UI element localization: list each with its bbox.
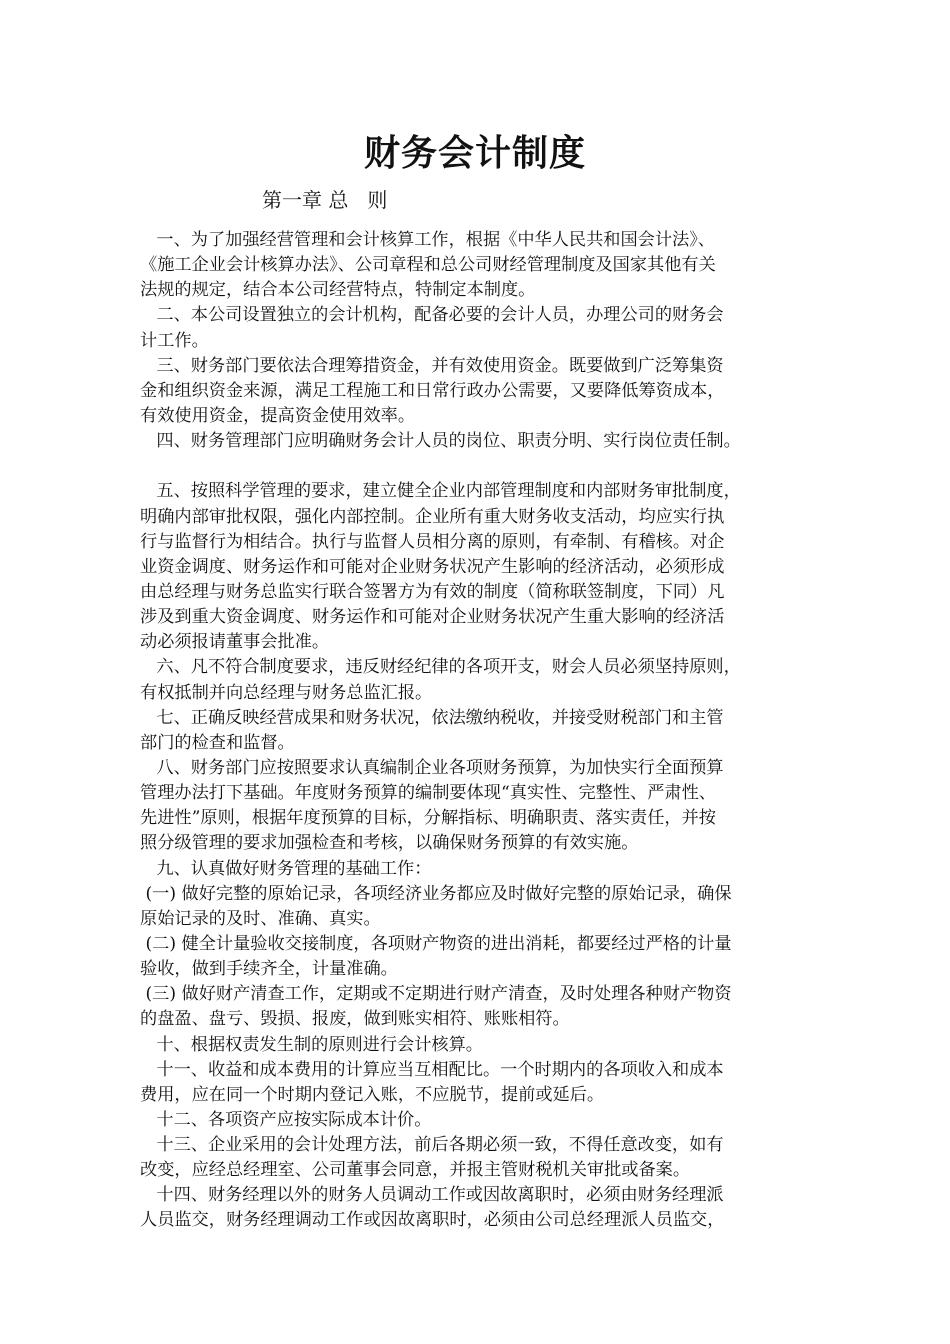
paragraph-line: 二、本公司设置独立的会计机构，配备必要的会计人员，办理公司的财务会: [140, 305, 724, 326]
paragraph-line: 《施工企业会计核算办法》、公司章程和总公司财经管理制度及国家其他有关: [140, 255, 716, 276]
paragraph-line: (一) 做好完整的原始记录，各项经济业务都应及时做好完整的原始记录，确保: [140, 883, 732, 904]
paragraph-line: 涉及到重大资金调度、财务运作和可能对企业财务状况产生重大影响的经济活: [140, 607, 725, 628]
paragraph-line: (三) 做好财产清查工作，定期或不定期进行财产清查，及时处理各种财产物资: [140, 984, 732, 1005]
paragraph-line: (二) 健全计量验收交接制度，各项财产物资的进出消耗，都要经过严格的计量: [140, 933, 732, 954]
paragraph-line: 十一、收益和成本费用的计算应当互相配比。一个时期内的各项收入和成本: [140, 1059, 724, 1080]
paragraph-line: 管理办法打下基础。年度财务预算的编制要体现“真实性、完整性、严肃性、: [140, 783, 716, 804]
paragraph-line: 业资金调度、财务运作和可能对企业财务状况产生影响的经济活动，必须形成: [140, 556, 725, 577]
paragraph-line: 有权抵制并向总经理与财务总监汇报。: [140, 682, 433, 703]
blank-line: [140, 454, 830, 479]
paragraph-line: 四、财务管理部门应明确财务会计人员的岗位、职责分明、实行岗位责任制。: [140, 431, 741, 452]
paragraph-line: 行与监督行为相结合。执行与监督人员相分离的原则，有牵制、有稽核。对企: [140, 531, 725, 552]
paragraph-line: 法规的规定，结合本公司经营特点，特制定本制度。: [140, 280, 536, 301]
paragraph-line: 金和组织资金来源，满足工程施工和日常行政办公需要，又要降低筹资成本，: [140, 380, 725, 401]
paragraph-line: 十四、财务经理以外的财务人员调动工作或因故离职时，必须由财务经理派: [140, 1185, 724, 1206]
paragraph-line: 七、正确反映经营成果和财务状况，依法缴纳税收，并接受财税部门和主管: [140, 707, 724, 728]
paragraph-line: 费用，应在同一个时期内登记入账，不应脱节，提前或延后。: [140, 1084, 605, 1105]
paragraph-line: 的盘盈、盘亏、毁损、报废，做到账实相符、账账相符。: [140, 1009, 570, 1030]
document-body: [140, 228, 830, 1234]
paragraph-line: 由总经理与财务总监实行联合签署方为有效的制度（简称联签制度，下同）凡: [140, 581, 725, 602]
paragraph-line: 计工作。: [140, 330, 209, 351]
paragraph-line: 先进性”原则，根据年度预算的目标，分解指标、明确职责、落实责任，并按: [140, 808, 716, 829]
paragraph-line: 明确内部审批权限，强化内部控制。企业所有重大财务收支活动，均应实行执: [140, 506, 725, 527]
paragraph-line: 一、为了加强经营管理和会计核算工作，根据《中华人民共和国会计法》、: [140, 230, 715, 250]
paragraph-line: 六、凡不符合制度要求，违反财经纪律的各项开支，财会人员必须坚持原则，: [140, 657, 741, 678]
paragraph-line: 十三、企业采用的会计处理方法，前后各期必须一致，不得任意改变，如有: [140, 1135, 724, 1156]
paragraph-line: 动必须报请董事会批准。: [140, 632, 330, 653]
paragraph-line: 十、根据权责发生制的原则进行会计核算。: [140, 1034, 483, 1055]
paragraph-line: 验收，做到手续齐全，计量准确。: [140, 959, 398, 980]
paragraph-line: 八、财务部门应按照要求认真编制企业各项财务预算，为加快实行全面预算: [140, 757, 724, 778]
paragraph-line: 九、认真做好财务管理的基础工作：: [140, 858, 432, 879]
paragraph-line: 人员监交，财务经理调动工作或因故离职时，必须由公司总经理派人员监交，: [140, 1210, 725, 1231]
chapter-heading: 第一章 总 则: [262, 188, 388, 212]
paragraph-line: 原始记录的及时、准确、真实。: [140, 908, 381, 929]
paragraph-line: 照分级管理的要求加强检查和考核，以确保财务预算的有效实施。: [140, 833, 639, 854]
document-title: 财务会计制度: [363, 133, 586, 174]
paragraph-line: 五、按照科学管理的要求，建立健全企业内部管理制度和内部财务审批制度，: [140, 481, 741, 502]
paragraph-line: 有效使用资金，提高资金使用效率。: [140, 405, 416, 426]
paragraph-line: 十二、各项资产应按实际成本计价。: [140, 1109, 432, 1130]
paragraph-line: 部门的检查和监督。: [140, 732, 295, 753]
paragraph-line: 三、财务部门要依法合理筹措资金，并有效使用资金。既要做到广泛筹集资: [140, 355, 724, 376]
paragraph-line: 改变，应经总经理室、公司董事会同意，并报主管财税机关审批或备案。: [140, 1160, 691, 1181]
